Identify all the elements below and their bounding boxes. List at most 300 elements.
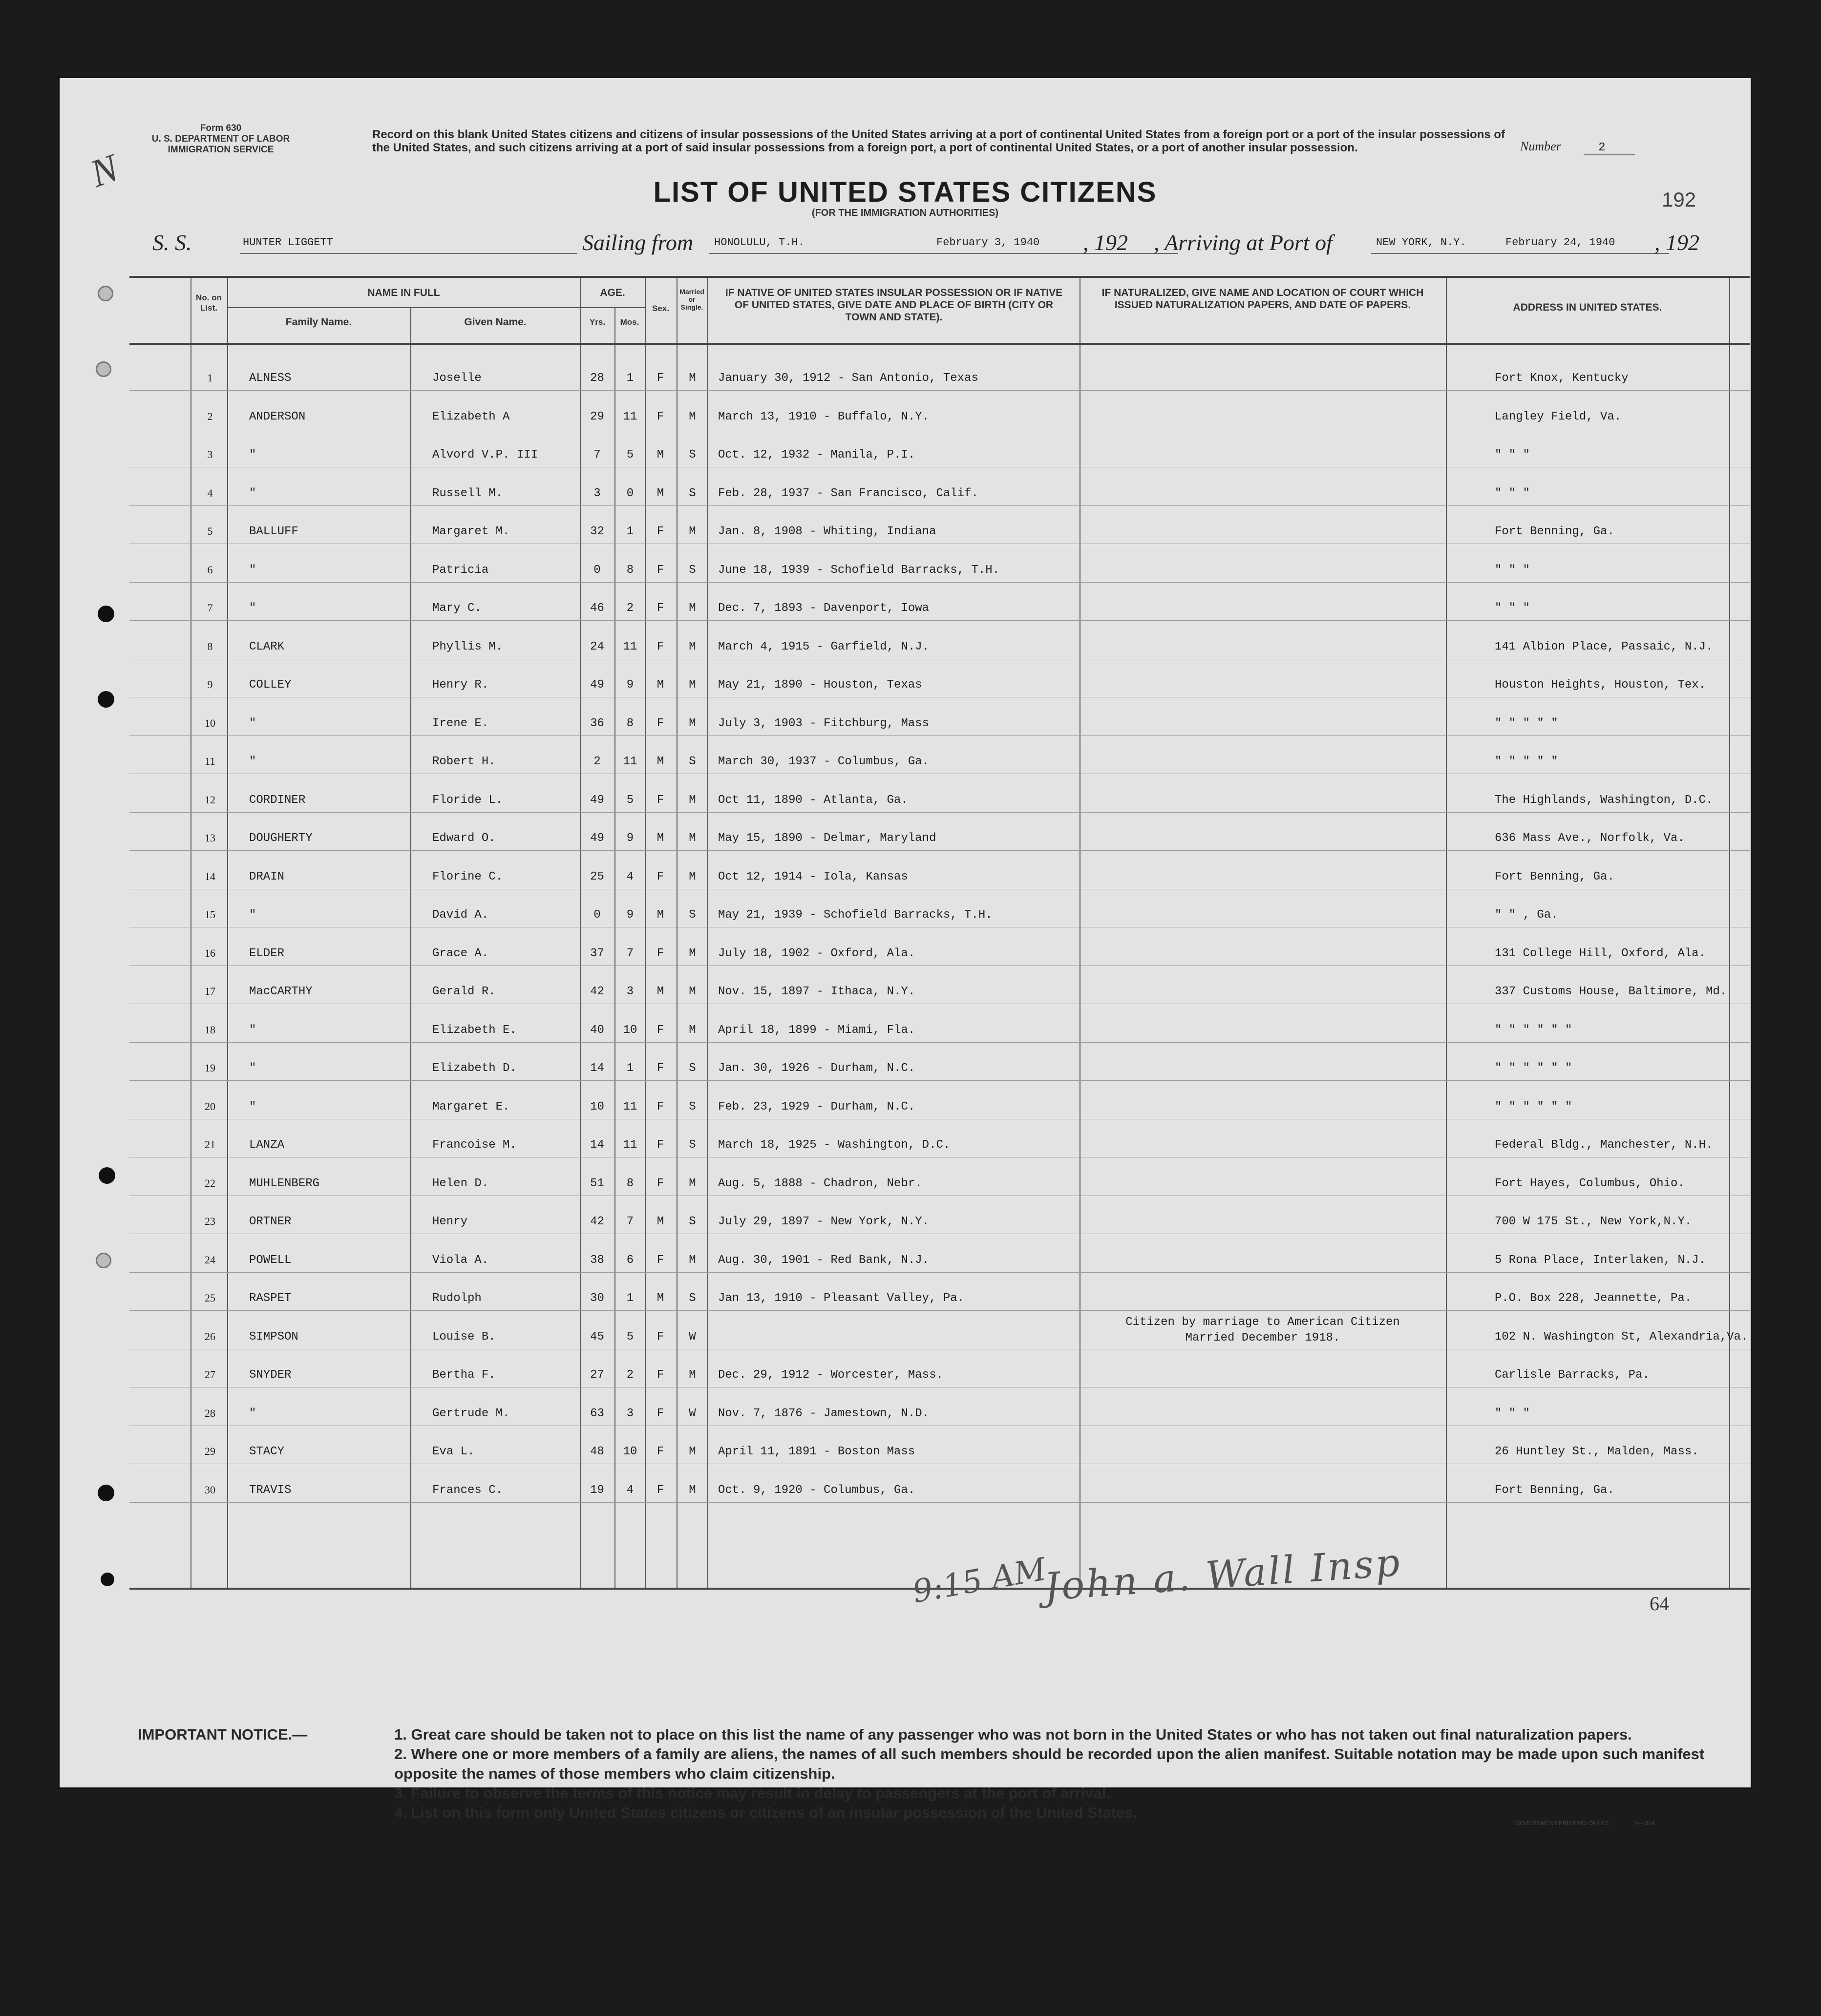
cell-ms: M	[689, 525, 696, 538]
cell-birth: Dec. 7, 1893 - Davenport, Iowa	[718, 602, 930, 615]
cell-mos: 2	[626, 602, 634, 615]
number-value: 2	[1584, 141, 1634, 155]
cell-mos: 2	[626, 1368, 634, 1382]
cell-addr: 700 W 175 St., New York,N.Y.	[1495, 1215, 1692, 1228]
cell-sex: F	[656, 946, 664, 960]
cell-given: Helen D.	[432, 1176, 489, 1190]
cell-mos: 8	[626, 716, 634, 730]
cell-birth: Nov. 7, 1876 - Jamestown, N.D.	[718, 1407, 930, 1420]
cell-birth: March 13, 1910 - Buffalo, N.Y.	[718, 410, 930, 423]
cell-mos: 6	[626, 1253, 634, 1267]
cell-mos: 7	[626, 946, 634, 960]
cell-family: "	[249, 602, 256, 615]
cell-ms: S	[689, 1292, 696, 1305]
cell-mos: 11	[623, 1138, 637, 1152]
cell-ms: M	[689, 716, 696, 730]
cell-birth: Nov. 15, 1897 - Ithaca, N.Y.	[718, 985, 915, 998]
cell-family: COLLEY	[249, 678, 292, 692]
cell-addr: 131 College Hill, Oxford, Ala.	[1495, 946, 1706, 960]
cell-family: ANDERSON	[249, 410, 306, 423]
cell-ms: M	[689, 1368, 696, 1382]
cell-ms: M	[689, 1023, 696, 1037]
cell-given: Mary C.	[432, 602, 482, 615]
cell-mos: 4	[626, 870, 634, 883]
cell-given: Alvord V.P. III	[432, 448, 538, 462]
cell-given: Margaret E.	[432, 1100, 510, 1113]
manifest-sheet	[60, 78, 1751, 1827]
form-line: IMMIGRATION SERVICE	[168, 145, 274, 155]
cell-addr: " " " " " "	[1495, 1062, 1572, 1075]
cell-no: 16	[205, 946, 215, 959]
ss-label: S. S.	[152, 230, 192, 255]
cell-addr: " " "	[1495, 1407, 1530, 1420]
punch-hole	[101, 1573, 114, 1586]
year-suffix: , 192	[1083, 230, 1128, 255]
col-married: Married or Single.	[679, 288, 704, 311]
cell-given: Grace A.	[432, 946, 489, 960]
ship-name: HUNTER LIGGETT	[243, 236, 333, 249]
cell-mos: 11	[623, 410, 637, 423]
cell-family: SIMPSON	[249, 1330, 298, 1344]
cell-no: 14	[205, 870, 215, 882]
cell-no: 3	[207, 448, 213, 461]
cell-addr: Fort Benning, Ga.	[1495, 525, 1614, 538]
cell-sex: F	[656, 1330, 664, 1344]
cell-mos: 0	[626, 486, 634, 500]
sailing-date: February 3, 1940	[936, 236, 1040, 249]
cell-sex: F	[656, 1253, 664, 1267]
cell-no: 25	[205, 1292, 215, 1304]
cell-given: Bertha F.	[432, 1368, 496, 1382]
cell-ms: M	[689, 1253, 696, 1267]
cell-sex: F	[656, 716, 664, 730]
cell-family: ALNESS	[249, 372, 292, 385]
cell-ms: S	[689, 1138, 696, 1152]
cell-yrs: 0	[593, 563, 601, 577]
cell-mos: 4	[626, 1483, 634, 1497]
cell-given: Elizabeth D.	[432, 1062, 517, 1075]
cell-yrs: 0	[593, 908, 601, 922]
cell-no: 20	[205, 1100, 215, 1113]
punch-hole	[98, 691, 114, 708]
cell-sex: F	[656, 563, 664, 577]
cell-sex: M	[656, 1215, 664, 1228]
cell-ms: M	[689, 946, 696, 960]
cell-yrs: 24	[590, 640, 604, 653]
cell-addr: Carlisle Barracks, Pa.	[1495, 1368, 1650, 1382]
cell-no: 2	[207, 410, 213, 422]
cell-given: Edward O.	[432, 832, 496, 845]
cell-no: 29	[205, 1445, 215, 1457]
cell-family: POWELL	[249, 1253, 292, 1267]
cell-family: DRAIN	[249, 870, 285, 883]
cell-addr: " " "	[1495, 448, 1530, 462]
cell-family: RASPET	[249, 1292, 292, 1305]
cell-addr: 141 Albion Place, Passaic, N.J.	[1495, 640, 1713, 653]
cell-no: 13	[205, 832, 215, 844]
cell-ms: S	[689, 1062, 696, 1075]
cell-birth: March 18, 1925 - Washington, D.C.	[718, 1138, 951, 1152]
cell-yrs: 25	[590, 870, 604, 883]
cell-addr: The Highlands, Washington, D.C.	[1495, 793, 1713, 807]
cell-ms: S	[689, 448, 696, 462]
cell-ms: W	[689, 1330, 696, 1344]
cell-addr: Langley Field, Va.	[1495, 410, 1622, 423]
cell-mos: 8	[626, 1176, 634, 1190]
cell-mos: 1	[626, 525, 634, 538]
cell-given: Russell M.	[432, 486, 503, 500]
cell-yrs: 3	[593, 486, 601, 500]
cell-ms: M	[689, 372, 696, 385]
cell-family: "	[249, 1100, 256, 1113]
cell-addr: 102 N. Washington St, Alexandria,Va.	[1495, 1330, 1748, 1344]
cell-family: TRAVIS	[249, 1483, 292, 1497]
cell-yrs: 30	[590, 1292, 604, 1305]
cell-ms: S	[689, 486, 696, 500]
cell-yrs: 42	[590, 1215, 604, 1228]
cell-addr: Houston Heights, Houston, Tex.	[1495, 678, 1706, 692]
cell-sex: M	[656, 448, 664, 462]
cell-no: 26	[205, 1330, 215, 1343]
cell-addr: 26 Huntley St., Malden, Mass.	[1495, 1445, 1699, 1458]
col-given-name: Given Name.	[464, 316, 527, 328]
cell-birth: Jan. 30, 1926 - Durham, N.C.	[718, 1062, 915, 1075]
cell-given: Joselle	[432, 372, 482, 385]
cell-yrs: 48	[590, 1445, 604, 1458]
cell-no: 18	[205, 1023, 215, 1036]
cell-family: "	[249, 755, 256, 768]
cell-birth: May 21, 1890 - Houston, Texas	[718, 678, 922, 692]
cell-ms: S	[689, 1215, 696, 1228]
cell-ms: M	[689, 1483, 696, 1497]
page-subtitle: (FOR THE IMMIGRATION AUTHORITIES)	[811, 208, 999, 218]
cell-yrs: 63	[590, 1407, 604, 1420]
cell-sex: M	[656, 486, 664, 500]
cell-yrs: 46	[590, 602, 604, 615]
time-note: 9:15 AM	[910, 1551, 1049, 1611]
cell-no: 12	[205, 793, 215, 806]
cell-family: "	[249, 1023, 256, 1037]
col-age: AGE.	[600, 287, 625, 298]
cell-ms: M	[689, 640, 696, 653]
cell-given: Francoise M.	[432, 1138, 517, 1152]
bottom-number: 64	[1650, 1593, 1669, 1615]
punch-hole	[99, 1167, 115, 1184]
cell-sex: F	[656, 1407, 664, 1420]
cell-ms: W	[689, 1407, 696, 1420]
cell-birth: May 21, 1939 - Schofield Barracks, T.H.	[718, 908, 993, 922]
cell-family: CLARK	[249, 640, 285, 653]
cell-birth: March 30, 1937 - Columbus, Ga.	[718, 755, 930, 768]
cell-sex: F	[656, 410, 664, 423]
gpo-imprint: GOVERNMENT PRINTING OFFICE	[1515, 1820, 1610, 1827]
cell-ms: M	[689, 870, 696, 883]
cell-no: 30	[205, 1483, 215, 1496]
cell-no: 21	[205, 1138, 215, 1151]
cell-given: Patricia	[432, 563, 489, 577]
cell-given: Phyllis M.	[432, 640, 503, 653]
cell-no: 10	[205, 716, 215, 729]
cell-family: MacCARTHY	[249, 985, 313, 998]
col-address: ADDRESS IN UNITED STATES.	[1513, 302, 1662, 313]
cell-mos: 1	[626, 1062, 634, 1075]
cell-given: Irene E.	[432, 716, 489, 730]
cell-addr: Fort Hayes, Columbus, Ohio.	[1495, 1176, 1685, 1190]
cell-birth: July 29, 1897 - New York, N.Y.	[718, 1215, 930, 1228]
cell-sex: F	[656, 1368, 664, 1382]
cell-sex: F	[656, 1138, 664, 1152]
form-line: U. S. DEPARTMENT OF LABOR	[151, 134, 290, 144]
cell-sex: M	[656, 1292, 664, 1305]
cell-mos: 7	[626, 1215, 634, 1228]
cell-yrs: 45	[590, 1330, 604, 1344]
cell-birth: Jan. 8, 1908 - Whiting, Indiana	[718, 525, 936, 538]
cell-yrs: 28	[590, 372, 604, 385]
cell-mos: 11	[623, 755, 637, 768]
cell-no: 22	[205, 1176, 215, 1189]
cell-addr: " " "	[1495, 486, 1530, 500]
cell-family: ORTNER	[249, 1215, 292, 1228]
cell-sex: F	[656, 870, 664, 883]
cell-yrs: 10	[590, 1100, 604, 1113]
sailing-label: Sailing from	[582, 230, 694, 255]
cell-addr: " " " " " "	[1495, 1023, 1572, 1037]
cell-family: STACY	[249, 1445, 285, 1458]
cell-no: 8	[207, 640, 213, 652]
cell-addr: 337 Customs House, Baltimore, Md.	[1495, 985, 1727, 998]
cell-family: SNYDER	[249, 1368, 292, 1382]
col-family-name: Family Name.	[285, 316, 352, 328]
cell-mos: 5	[626, 1330, 634, 1344]
form-line: Form 630	[200, 123, 242, 133]
cell-birth: Aug. 30, 1901 - Red Bank, N.J.	[718, 1253, 930, 1267]
cell-addr: P.O. Box 228, Jeannette, Pa.	[1495, 1292, 1692, 1305]
cell-mos: 3	[626, 985, 634, 998]
cell-yrs: 29	[590, 410, 604, 423]
cell-ms: M	[689, 793, 696, 807]
cell-yrs: 14	[590, 1062, 604, 1075]
punch-hole	[98, 1485, 114, 1501]
cell-sex: F	[656, 1100, 664, 1113]
cell-no: 17	[205, 985, 215, 997]
cell-addr: 5 Rona Place, Interlaken, N.J.	[1495, 1253, 1706, 1267]
cell-given: Robert H.	[432, 755, 496, 768]
cell-sex: F	[656, 640, 664, 653]
cell-sex: M	[656, 908, 664, 922]
cell-mos: 1	[626, 372, 634, 385]
cell-mos: 8	[626, 563, 634, 577]
col-naturalized: IF NATURALIZED, GIVE NAME AND LOCATION OF COURT WHICH ISSUED NATURALIZATION PAPERS, AND DATE OF PAPERS.	[1101, 287, 1424, 311]
arriving-label: , Arriving at Port of	[1154, 230, 1333, 255]
cell-mos: 11	[623, 1100, 637, 1113]
cell-birth: April 11, 1891 - Boston Mass	[718, 1445, 915, 1458]
cell-family: CORDINER	[249, 793, 306, 807]
cell-ms: M	[689, 678, 696, 692]
col-name-in-full: NAME IN FULL	[367, 287, 440, 298]
cell-given: Eva L.	[432, 1445, 475, 1458]
cell-family: LANZA	[249, 1138, 285, 1152]
cell-birth: Oct 11, 1890 - Atlanta, Ga.	[718, 793, 908, 807]
cell-addr: " " "	[1495, 602, 1530, 615]
cell-family: "	[249, 486, 256, 500]
cell-ms: S	[689, 908, 696, 922]
cell-sex: M	[656, 755, 664, 768]
punch-hole	[96, 1253, 111, 1268]
form-block	[118, 123, 323, 155]
cell-addr: " " " " "	[1495, 716, 1558, 730]
cell-family: MUHLENBERG	[249, 1176, 320, 1190]
cell-given: Margaret M.	[432, 525, 510, 538]
cell-sex: F	[656, 1023, 664, 1037]
cell-given: Louise B.	[432, 1330, 496, 1344]
cell-ms: M	[689, 1176, 696, 1190]
inspector-signature: John a. Wall Insp	[1042, 1540, 1403, 1610]
cell-addr: 636 Mass Ave., Norfolk, Va.	[1495, 832, 1685, 845]
cell-addr: " " "	[1495, 563, 1530, 577]
cell-sex: F	[656, 372, 664, 385]
year-suffix: , 192	[1654, 230, 1699, 255]
cell-no: 19	[205, 1062, 215, 1074]
cell-ms: M	[689, 1445, 696, 1458]
cell-sex: F	[656, 1176, 664, 1190]
cell-family: "	[249, 716, 256, 730]
cell-sex: F	[656, 602, 664, 615]
cell-ms: M	[689, 985, 696, 998]
punch-hole	[96, 361, 111, 377]
cell-addr: Fort Benning, Ga.	[1495, 1483, 1614, 1497]
cell-sex: F	[656, 525, 664, 538]
page-title: LIST OF UNITED STATES CITIZENS	[653, 176, 1157, 208]
cell-no: 4	[207, 486, 213, 499]
cell-yrs: 40	[590, 1023, 604, 1037]
cell-ms: M	[689, 410, 696, 423]
cell-family: "	[249, 1062, 256, 1075]
corner-mark: N	[85, 146, 124, 196]
cell-birth: Feb. 23, 1929 - Durham, N.C.	[718, 1100, 915, 1113]
cell-birth: Jan 13, 1910 - Pleasant Valley, Pa.	[718, 1292, 965, 1305]
cell-yrs: 37	[590, 946, 604, 960]
cell-yrs: 19	[590, 1483, 604, 1497]
cell-yrs: 27	[590, 1368, 604, 1382]
cell-sex: F	[656, 1483, 664, 1497]
cell-yrs: 49	[590, 832, 604, 845]
cell-family: "	[249, 1407, 256, 1420]
cell-yrs: 49	[590, 793, 604, 807]
cell-no: 6	[207, 563, 213, 576]
cell-addr: Fort Benning, Ga.	[1495, 870, 1614, 883]
cell-family: DOUGHERTY	[249, 832, 313, 845]
cell-given: Henry R.	[432, 678, 489, 692]
cell-ms: M	[689, 832, 696, 845]
cell-ms: S	[689, 563, 696, 577]
cell-sex: M	[656, 678, 664, 692]
cell-given: Floride L.	[432, 793, 503, 807]
cell-given: Henry	[432, 1215, 468, 1228]
col-mos: Mos.	[620, 317, 639, 327]
cell-family: "	[249, 448, 256, 462]
cell-birth: May 15, 1890 - Delmar, Maryland	[718, 832, 936, 845]
cell-addr: " " , Ga.	[1495, 908, 1558, 922]
arriving-date: February 24, 1940	[1505, 236, 1615, 249]
cell-given: Frances C.	[432, 1483, 503, 1497]
cell-no: 9	[207, 678, 213, 691]
cell-sex: M	[656, 832, 664, 845]
col-birth: IF NATIVE OF UNITED STATES INSULAR POSSESSION OR IF NATIVE OF UNITED STATES, GIVE DATE AND PLACE OF BIRTH (CITY OR TOWN AND STATE).	[725, 287, 1063, 323]
cell-given: Elizabeth A	[432, 410, 510, 423]
col-no: No. on List.	[196, 293, 222, 313]
notice-item: 1. Great care should be taken not to place on this list the name of any passenger who was not born in the United States or who has not taken out final naturalization papers.	[394, 1726, 1632, 1743]
cell-addr: Fort Knox, Kentucky	[1495, 372, 1629, 385]
cell-yrs: 38	[590, 1253, 604, 1267]
cell-birth: Feb. 28, 1937 - San Francisco, Calif.	[718, 486, 978, 500]
cell-nat: Citizen by marriage to American Citizen Married December 1918.	[1125, 1315, 1400, 1344]
cell-mos: 3	[626, 1407, 634, 1420]
cell-no: 23	[205, 1215, 215, 1227]
gpo-code: 14—314	[1632, 1820, 1655, 1827]
cell-addr: Federal Bldg., Manchester, N.H.	[1495, 1138, 1713, 1152]
cell-given: Gertrude M.	[432, 1407, 510, 1420]
cell-ms: M	[689, 602, 696, 615]
record-instructions: Record on this blank United States citizens and citizens of insular possessions of the United States arriving at a port of continental United States from a foreign port or a port of the insular possessions of the United States, and such citizens arriving at a port of said insular possessions from a foreign port, a port of continental United States, or a port of another insular possession.	[372, 128, 1505, 154]
cell-yrs: 36	[590, 716, 604, 730]
sailing-from: HONOLULU, T.H.	[714, 236, 805, 249]
cell-mos: 9	[626, 908, 634, 922]
cell-given: Viola A.	[432, 1253, 489, 1267]
cell-ms: S	[689, 1100, 696, 1113]
cell-no: 7	[207, 602, 213, 614]
cell-no: 28	[205, 1407, 215, 1419]
cell-sex: F	[656, 1445, 664, 1458]
cell-birth: January 30, 1912 - San Antonio, Texas	[718, 372, 978, 385]
cell-addr: " " " " " "	[1495, 1100, 1572, 1113]
cell-family: ELDER	[249, 946, 285, 960]
cell-birth: Oct. 12, 1932 - Manila, P.I.	[718, 448, 915, 462]
cell-mos: 10	[623, 1023, 637, 1037]
cell-birth: April 18, 1899 - Miami, Fla.	[718, 1023, 915, 1037]
cell-birth: Aug. 5, 1888 - Chadron, Nebr.	[718, 1176, 922, 1190]
notice-title: IMPORTANT NOTICE.—	[138, 1726, 308, 1743]
cell-no: 15	[205, 908, 215, 921]
notice-item: 3. Failure to observe the terms of this notice may result in delay to passengers at the port of arrival.	[394, 1785, 1111, 1802]
cell-mos: 5	[626, 448, 634, 462]
cell-no: 24	[205, 1253, 215, 1266]
passenger-table	[129, 276, 1750, 1590]
cell-no: 5	[207, 525, 213, 537]
cell-birth: Dec. 29, 1912 - Worcester, Mass.	[718, 1368, 943, 1382]
cell-given: Elizabeth E.	[432, 1023, 517, 1037]
cell-birth: March 4, 1915 - Garfield, N.J.	[718, 640, 930, 653]
punch-hole	[98, 606, 114, 622]
arriving-port: NEW YORK, N.Y.	[1376, 236, 1466, 249]
cell-addr: " " " " "	[1495, 755, 1558, 768]
page-number: 192	[1662, 188, 1696, 211]
cell-mos: 5	[626, 793, 634, 807]
cell-given: Gerald R.	[432, 985, 496, 998]
cell-mos: 11	[623, 640, 637, 653]
col-yrs: Yrs.	[589, 317, 606, 327]
punch-hole	[98, 286, 113, 301]
cell-given: David A.	[432, 908, 489, 922]
number-label: Number	[1520, 139, 1561, 153]
cell-yrs: 51	[590, 1176, 604, 1190]
cell-mos: 10	[623, 1445, 637, 1458]
cell-yrs: 32	[590, 525, 604, 538]
cell-birth: July 3, 1903 - Fitchburg, Mass	[718, 716, 930, 730]
number-block	[1520, 139, 1635, 154]
notice-item: 2. Where one or more members of a family are aliens, the names of all such members should be recorded upon the alien manifest. Suitable notation may be made upon such manifest opposite the names of those members who claim citizenship.	[394, 1745, 1705, 1782]
cell-sex: F	[656, 793, 664, 807]
cell-yrs: 2	[593, 755, 601, 768]
